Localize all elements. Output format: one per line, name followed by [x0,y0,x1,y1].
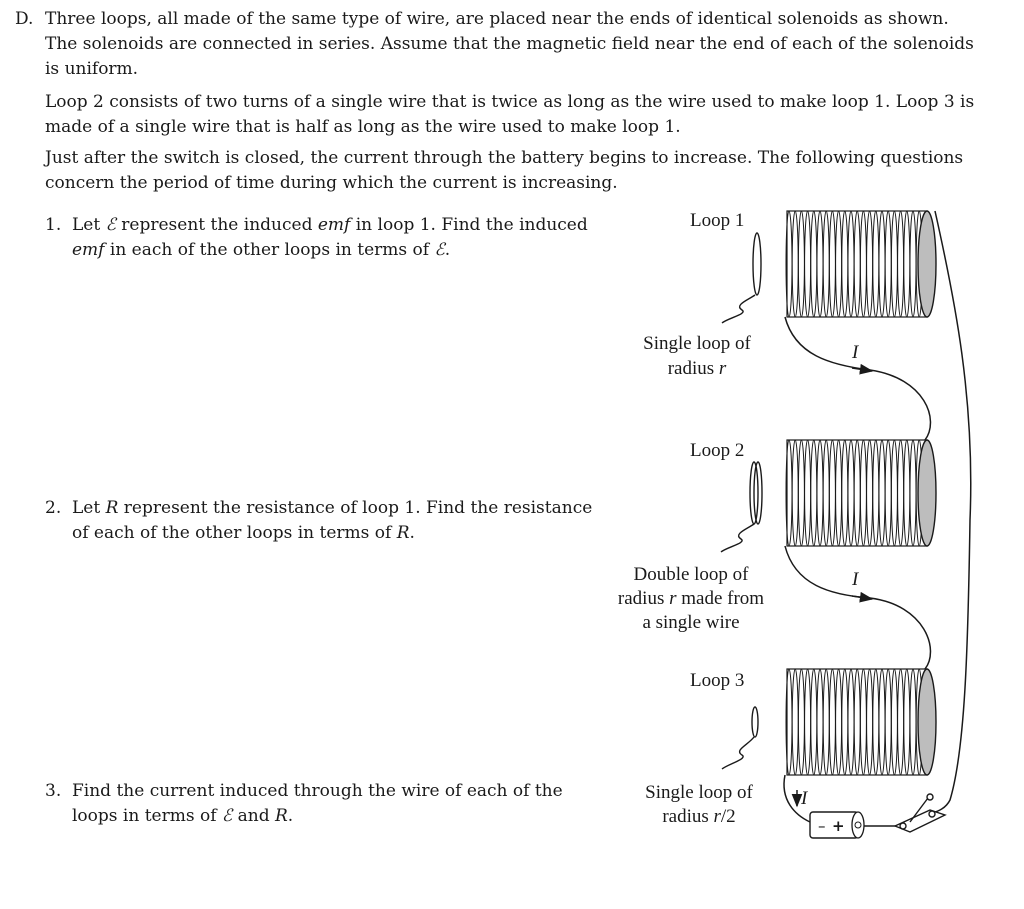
question-text: Find the current induced through the wire of each of the loops in terms of ℰ and R. [72,781,563,826]
switch-icon [895,794,945,832]
switch-description: Just after the switch is closed, the current through the battery begins to increase. The following questions concern the period of time during which the current is increasing. [45,148,964,193]
solenoid-figure [600,195,1010,855]
loop-3-radius: radius r/2 [662,806,736,827]
loop-1 [722,233,761,323]
solenoid-diagram [600,195,1010,855]
loop-description: Loop 2 consists of two turns of a single wire that is twice as long as the wire used to make loop 1. Loop 3 is made of a single wire that is half as long as the wire used to make loop 1. [45,92,975,137]
loop-2 [721,462,762,552]
question-number: 1. [45,215,62,235]
loop-1-desc: Single loop of [643,333,751,354]
solenoid-1 [786,211,936,317]
question-3 [45,779,605,829]
question-2 [45,496,605,546]
battery-plus: + [832,817,845,835]
current-label: I [852,569,859,590]
question-text: Let ℰ represent the induced emf in loop 1. Find the induced emf in each of the other loops in terms of ℰ. [72,215,588,260]
question-number: 3. [45,781,62,801]
loop-3-desc: Single loop of [645,782,753,803]
loop-1-radius: radius r [667,358,727,379]
loop-2-wire: a single wire [642,612,740,633]
solenoid-3 [786,669,936,775]
question-number: 2. [45,498,62,518]
loop-3 [722,707,758,769]
question-1 [45,213,605,263]
battery [810,812,864,838]
question-text: Let R represent the resistance of loop 1. Find the resistance of each of the other loops in terms of R. [72,498,593,543]
current-label: I [801,788,808,809]
loop-2-title: Loop 2 [690,440,745,461]
loop-2-desc: Double loop of [633,564,749,585]
loop-3-title: Loop 3 [690,670,745,691]
battery-minus: – [818,817,826,835]
current-label: I [852,342,859,363]
loop-2-radius: radius r made from [617,588,765,609]
loop-1-title: Loop 1 [690,210,745,231]
wire-1-2 [785,317,930,440]
problem-intro [15,7,980,82]
solenoid-2 [786,440,936,546]
problem-label: D. [15,9,34,29]
problem-intro-text: Three loops, all made of the same type of wire, are placed near the ends of identical solenoids as shown. The solenoids are connected in series. Assume that the magnetic field near the end of each of the solenoids is uniform. [45,9,974,79]
wire-2-3 [785,546,930,669]
